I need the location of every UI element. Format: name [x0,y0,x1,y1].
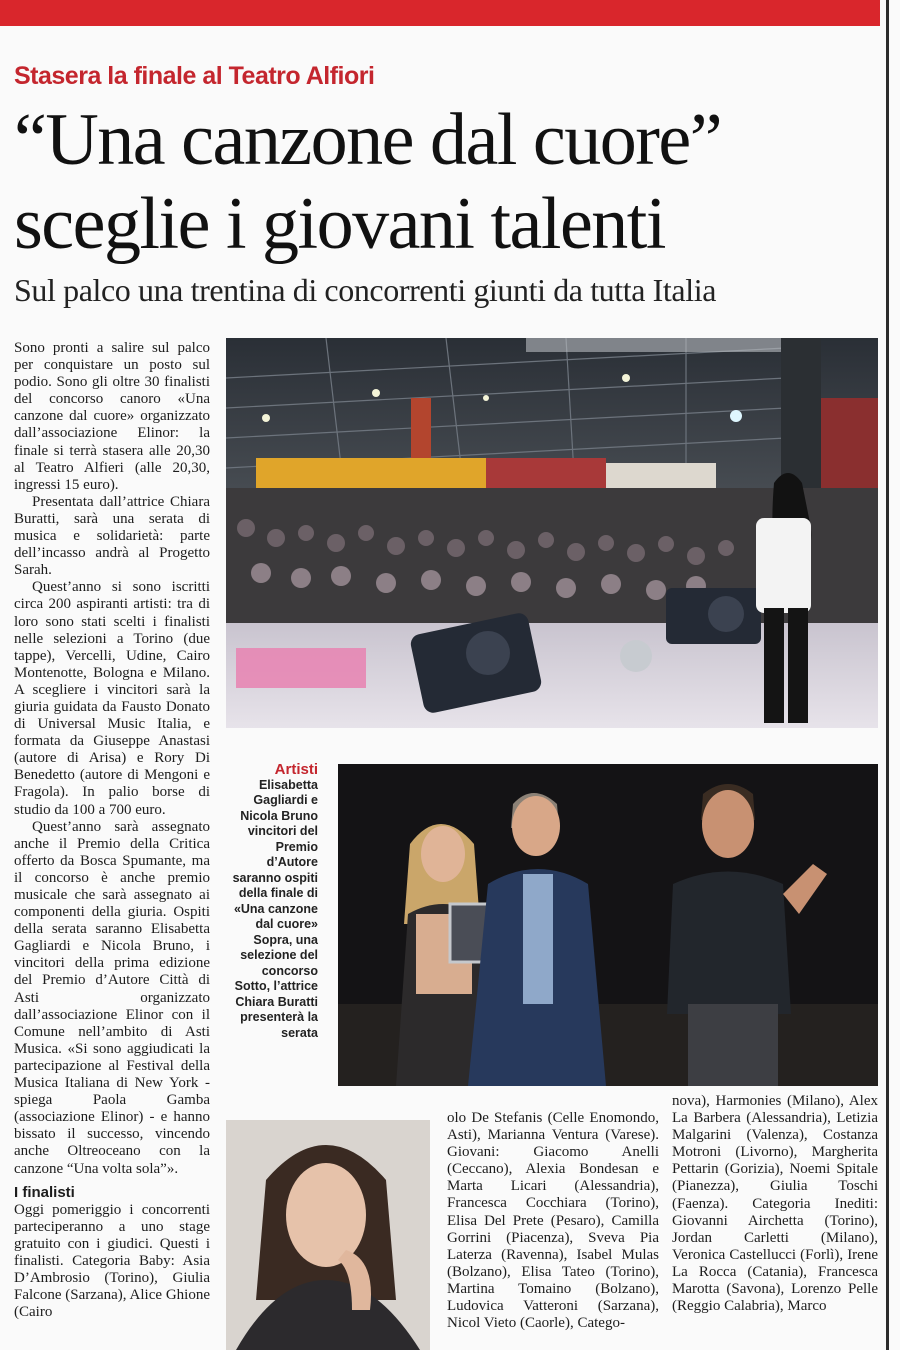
paragraph-2: Presentata dall’attrice Chiara Buratti, sarà una serata di musica e solidarietà: parte dell’incasso andrà al Progetto Sarah. [14,493,210,579]
paragraph-5: Oggi pomeriggio i concorrenti parteciperanno a uno stage gratuito con i giudici. Questi i finalisti. Categoria Baby: Asia D’Ambrosio (Torino), Giulia Falcone (Sarzana), Alice Ghione (Cairo [14,1201,210,1321]
finalisti-heading: I finalisti [14,1183,75,1201]
paragraph-4: Quest’anno sarà assegnato anche il Premio della Critica offerto da Bosca Spumante, ma il concorso è anche premio musicale che sarà assegnato ai componenti della giuria. Ospiti della serata saranno Elisabetta Gagliardi e Nicola Bruno, i vincitori della prima edizione del Premio d’Autore Città di Asti organizzato dall’associazione Elinor con il Comune nell’ambito di Asti Musica. «Si sono aggiudicati la partecipazione al Festival della Musica Italiana di New York - spiega Paola Gamba (associazione Elinor) - e hanno bissato il successo, vincendo anche Oltreoceano con la canzone “Una volta sola”». [14,818,210,1177]
artists-photo-image [338,764,878,1086]
article-column-1 [14,340,210,1350]
subheadline: Sul palco una trentina di concorrenti giunti da tutta Italia [14,272,717,308]
paragraph-3: Quest’anno si sono iscritti circa 200 aspiranti artisti: tra di loro sono stati scelti i finalisti nelle selezioni a Torino (due tappe), Vercelli, Udine, Cairo Montenotte, Bologna e Milano. A scegliere i vincitori sarà la giuria guidata da Fausto Donato di Universal Music Italia, e formata da Giuseppe Anastasi (autore di Arisa) e Rory Di Benedetto (autore di Mengoni e Fragola). In palio borse di studio da 100 a 700 euro. [14,579,210,818]
headline-line-2: sceglie i giovani talenti [14,183,665,265]
concert-photo [226,338,878,728]
finalists-list-3: nova), Harmonies (Milano), Alex La Barbera (Alessandria), Letizia Malgarini (Valenza), Costanza Motroni (Livorno), Margherita Pettarin (Gorizia), Noemi Spitale (Pianezza), Giulia Toschi (Faenza). Categoria Inediti: Giovanni Airchetta (Torino), Jordan Carletti (Milano), Veronica Castellucci (Forlì), Irene La Rocca (Catania), Francesca Marotta (Savona), Lorenzo Pelle (Reggio Calabria), Marco [672,1093,878,1315]
article-column-3 [672,1093,878,1350]
headline [14,98,874,266]
article-column-2 [447,1110,659,1350]
headline-line-1: “Una canzone dal cuore” [14,99,722,181]
portrait-photo-image [226,1120,430,1350]
photo-caption [226,762,318,1041]
portrait-photo [226,1120,430,1350]
kicker: Stasera la finale al Teatro Alfiori [14,62,375,90]
finalists-list-2: olo De Stefanis (Celle Enomondo, Asti), Marianna Ventura (Varese). Giovani: Giacomo Anelli (Ceccano), Alexia Bondesan e Marta Licari (Alessandria), Francesca Cocchiara (Torino), Elisa Del Prete (Pesaro), Camilla Gorrini (Piacenza), Sveva Pia Laterza (Ravenna), Isabel Mulas (Bolzano), Elisa Tateo (Torino), Martina Tomaino (Bolzano), Ludovica Vatteroni (Sarzana), Nicol Vieto (Caorle), Catego- [447,1110,659,1332]
artists-photo [338,764,878,1086]
caption-lead: Artisti [274,761,318,778]
caption-text: Elisabetta Gagliardi e Nicola Bruno vincitori del Premio d’Autore saranno ospiti della finale di «Una canzone dal cuore» Sopra, una selezione del concorso Sotto, l’attrice Chiara Buratti presenterà la serata [232,777,318,1040]
page-edge-rule [886,0,889,1350]
top-red-bar [0,0,880,26]
concert-photo-image [226,338,878,728]
paragraph-1: Sono pronti a salire sul palco per conquistare un posto sul podio. Sono gli oltre 30 finalisti del concorso canoro «Una canzone dal cuore» organizzato dall’associazione Elinor: la finale si terrà stasera alle 20,30 al Teatro Alfieri (alle 20,30, ingressi 15 euro). [14,340,210,493]
